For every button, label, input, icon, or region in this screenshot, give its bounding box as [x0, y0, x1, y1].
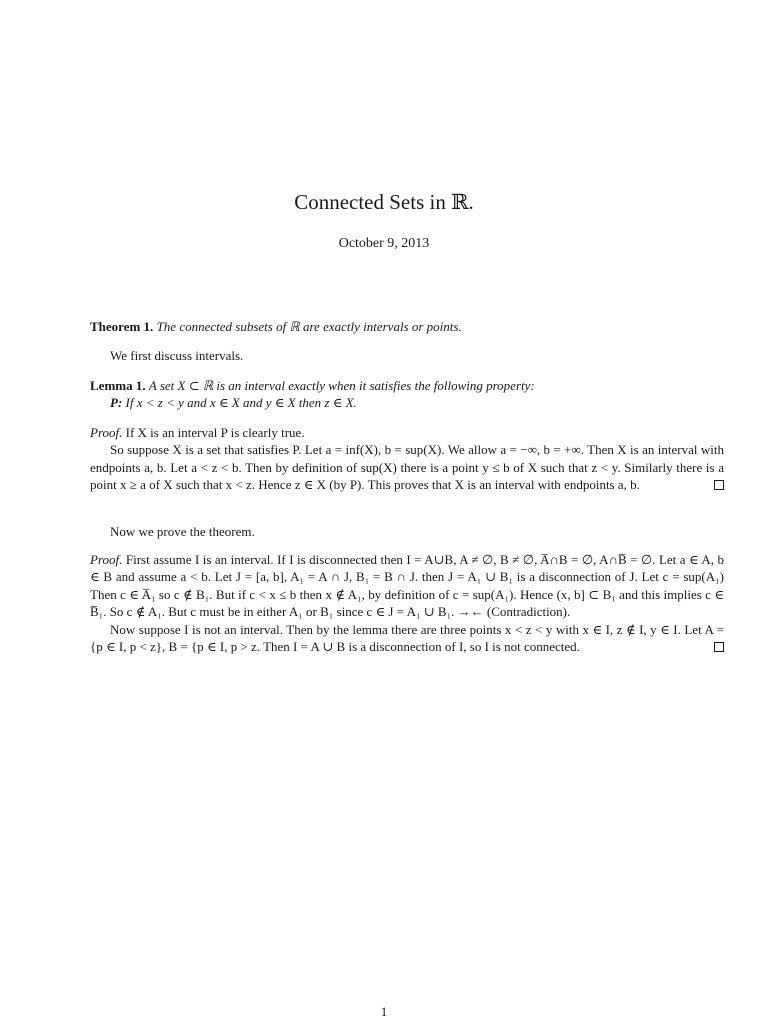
- transition-paragraph: [90, 523, 724, 540]
- property-text: If x < z < y and x ∈ X and y ∈ X then z ∈ X.: [125, 395, 357, 411]
- property-label: P:: [110, 395, 123, 411]
- document-title: Connected Sets in ℝ.: [294, 190, 474, 214]
- intro-paragraph: [90, 347, 724, 364]
- proof2-para2: Now suppose I is not an interval. Then by the lemma there are three points x < z < y with x ∈ I, z ∉ I, y ∈ I. Let A = {p ∈ I, p < z}, B = {p ∈ I, p > z. Then I = A ∪ B is a disconnection of I, so I is not connected.: [90, 621, 724, 655]
- page-number: 1: [380, 1004, 388, 1019]
- proof2-label: Proof.: [90, 552, 123, 567]
- proof-theorem-block: [90, 551, 724, 655]
- lemma-label: Lemma 1.: [90, 378, 146, 393]
- qed-symbol: [714, 642, 724, 652]
- proof1-line1: If X is an interval P is clearly true.: [125, 425, 305, 440]
- document-date: October 9, 2013: [338, 236, 430, 251]
- proof-lemma-block: [90, 424, 724, 494]
- qed-symbol: [714, 480, 724, 490]
- theorem-text: The connected subsets of ℝ are exactly intervals or points.: [156, 319, 462, 334]
- theorem-block: [90, 318, 724, 335]
- proof1-para2: So suppose X is a set that satisfies P. Let a = inf(X), b = sup(X). We allow a = −∞, b = +∞. Then X is an interval with endpoints a, b. Let a < z < b. Then by definition of sup(X) there is a point y ≤ b of X such that z < y. Similarly there is a point x ≥ a of X such that x < z. Hence z ∈ X (by P). This proves that X is an interval with endpoints a, b.: [90, 442, 724, 493]
- lemma-text: A set X ⊂ ℝ is an interval exactly when it satisfies the following property:: [148, 378, 535, 393]
- lemma-block: [90, 377, 724, 412]
- theorem-label: Theorem 1.: [90, 319, 154, 334]
- proof1-label: Proof.: [90, 425, 123, 440]
- intro-text: We first discuss intervals.: [110, 348, 244, 363]
- transition-text: Now we prove the theorem.: [110, 524, 255, 539]
- proof2-para1: First assume I is an interval. If I is disconnected then I = A∪B, A ≠ ∅, B ≠ ∅, A̅∩B = ∅, A∩B̅ = ∅. Let a ∈ A, b ∈ B and assume a < b. Let J = [a, b], A₁ = A ∩ J, B₁ = B ∩ J. then J = A₁ ∪ B₁ is a disconnection of J. Let c = sup(A₁) Then c ∈ A̅₁ so c ∉ B₁. But if c < x ≤ b then x ∉ A₁, by definition of c = sup(A₁). Hence (x, b] ⊂ B₁ and this implies c ∈ B̅₁. So c ∉ A₁. But c must be in either A₁ or B₁ since c ∈ J = A₁ ∪ B₁. →← (Contradiction).: [90, 552, 724, 620]
